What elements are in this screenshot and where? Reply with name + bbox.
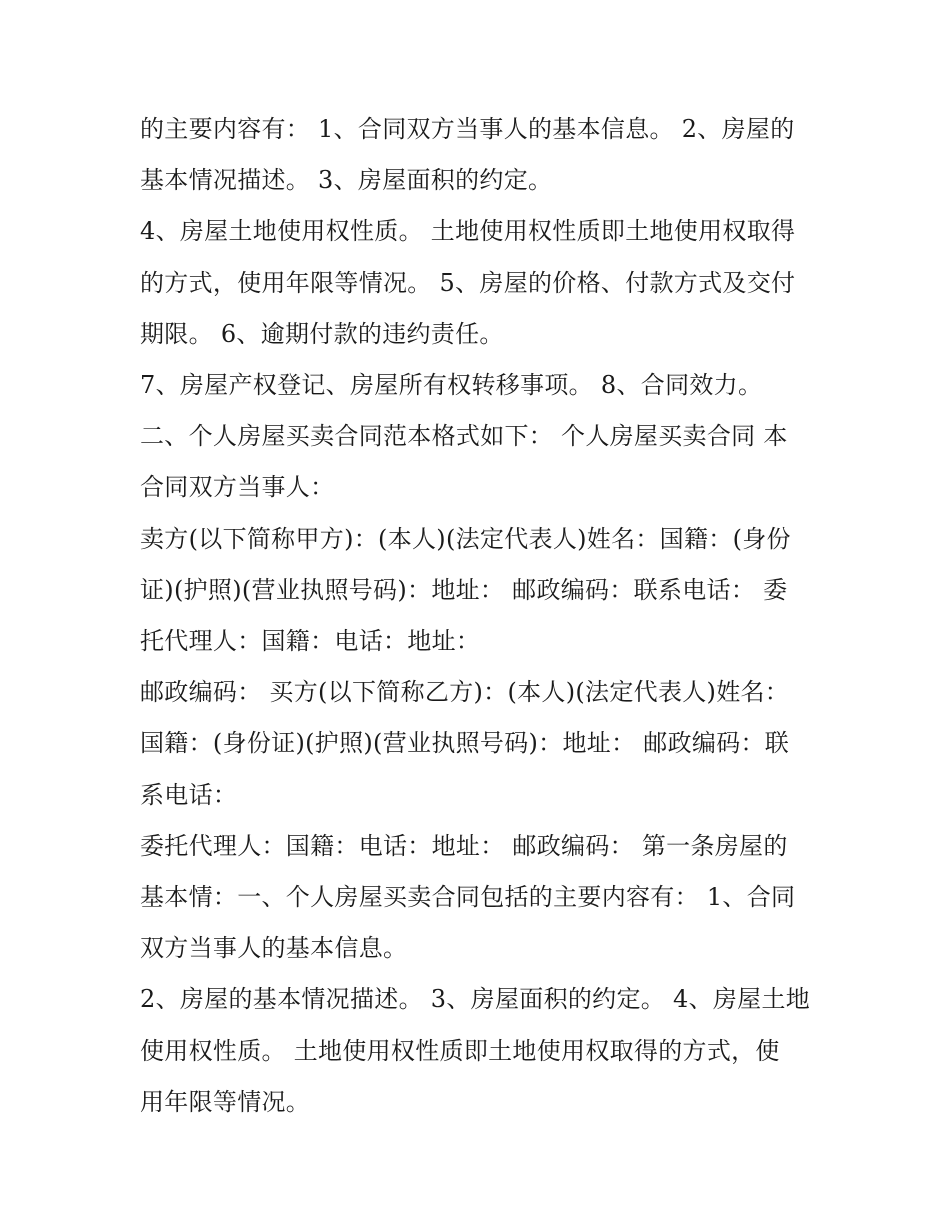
text-line: 用年限等情况。 [140,1087,311,1116]
paragraph-house-description [140,974,820,1128]
text-line: 托代理人：国籍：电话：地址： [140,627,481,656]
text-line: 二、个人房屋买卖合同范本格式如下： 个人房屋买卖合同 本 [140,422,788,451]
text-line: 合同双方当事人： [140,473,335,502]
paragraph-land-use-rights [140,206,820,360]
text-line: 基本情况描述。 3、房屋面积的约定。 [140,166,553,195]
paragraph-buyer-info [140,667,820,821]
text-line: 国籍：(身份证)(护照)(营业执照号码)：地址： 邮政编码：联 [140,729,790,758]
document-body [140,104,820,1128]
paragraph-seller-info [140,514,820,668]
text-line: 邮政编码： 买方(以下简称乙方)：(本人)(法定代表人)姓名： [140,678,790,707]
text-line: 系电话： [140,780,238,809]
text-line: 卖方(以下简称甲方)：(本人)(法定代表人)姓名：国籍：(身份 [140,524,791,553]
paragraph-property-registration [140,360,820,411]
text-line: 委托代理人：国籍：电话：地址： 邮政编码： 第一条房屋的 [140,831,788,860]
text-line: 的方式，使用年限等情况。 5、房屋的价格、付款方式及交付 [140,268,796,297]
text-line: 证)(护照)(营业执照号码)：地址： 邮政编码：联系电话： 委 [140,575,788,604]
paragraph-contract-contents-intro [140,104,820,206]
paragraph-agent-and-article-one [140,821,820,975]
text-line: 2、房屋的基本情况描述。 3、房屋面积的约定。 4、房屋土地 [140,985,811,1014]
text-line: 7、房屋产权登记、房屋所有权转移事项。 8、合同效力。 [140,371,763,400]
text-line: 双方当事人的基本信息。 [140,934,408,963]
text-line: 4、房屋土地使用权性质。 土地使用权性质即土地使用权取得 [140,217,796,246]
text-line: 使用权性质。 土地使用权性质即土地使用权取得的方式，使 [140,1036,780,1065]
text-line: 基本情：一、个人房屋买卖合同包括的主要内容有： 1、合同 [140,883,796,912]
paragraph-template-heading [140,411,820,513]
text-line: 的主要内容有： 1、合同双方当事人的基本信息。 2、房屋的 [140,115,795,143]
text-line: 期限。 6、逾期付款的违约责任。 [140,319,504,348]
